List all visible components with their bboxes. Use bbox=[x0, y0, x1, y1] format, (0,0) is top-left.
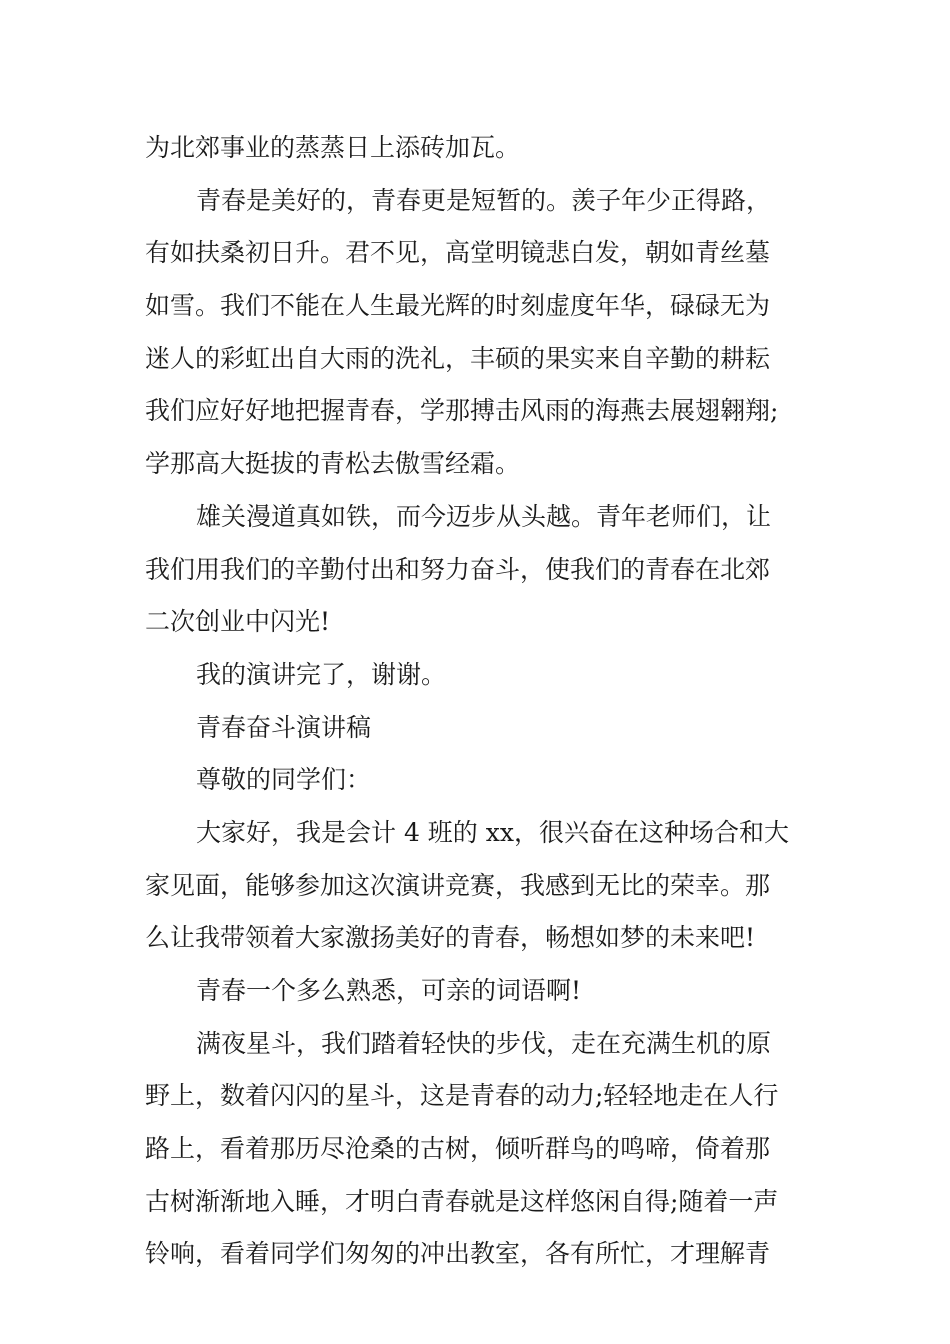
text-line: 我们用我们的辛勤付出和努力奋斗，使我们的青春在北郊 bbox=[145, 554, 771, 584]
text-line: 野上，数着闪闪的星斗，这是青春的动力;轻轻地走在人行 bbox=[145, 1081, 779, 1111]
text-line: 雄关漫道真如铁，而今迈步从头越。青年老师们，让 bbox=[196, 501, 772, 531]
text-line: 铃响，看着同学们匆匆的冲出教室，各有所忙，才理解青 bbox=[145, 1239, 771, 1269]
text-line: 大家好，我是会计 4 班的 xx，很兴奋在这种场合和大 bbox=[196, 817, 789, 847]
text-line: 青春一个多么熟悉，可亲的词语啊! bbox=[196, 976, 582, 1005]
text-line: 迷人的彩虹出自大雨的洗礼，丰硕的果实来自辛勤的耕耘 bbox=[145, 343, 771, 373]
text-line: 为北郊事业的蒸蒸日上添砖加瓦。 bbox=[145, 133, 521, 162]
text-line: 我们应好好地把握青春，学那搏击风雨的海燕去展翅翱翔; bbox=[145, 396, 779, 426]
text-line: 路上，看着那历尽沧桑的古树，倾听群鸟的鸣啼，倚着那 bbox=[145, 1134, 771, 1164]
text-line: 有如扶桑初日升。君不见，高堂明镜悲白发，朝如青丝墓 bbox=[145, 238, 771, 268]
salutation: 尊敬的同学们： bbox=[196, 765, 372, 795]
text-line: 么让我带领着大家激扬美好的青春，畅想如梦的未来吧! bbox=[145, 923, 756, 953]
text-line: 学那高大挺拔的青松去傲雪经霜。 bbox=[145, 449, 521, 479]
text-line: 如雪。我们不能在人生最光辉的时刻虚度年华，碌碌无为 bbox=[145, 291, 771, 321]
text-line: 青春是美好的，青春更是短暂的。羡子年少正得路， bbox=[196, 185, 772, 215]
text-line: 古树渐渐地入睡，才明白青春就是这样悠闲自得;随着一声 bbox=[145, 1186, 779, 1216]
text-line: 家见面，能够参加这次演讲竞赛，我感到无比的荣幸。那 bbox=[145, 870, 771, 900]
text-line: 满夜星斗，我们踏着轻快的步伐，走在充满生机的原 bbox=[196, 1028, 772, 1058]
section-title: 青春奋斗演讲稿 bbox=[196, 712, 372, 742]
text-line: 我的演讲完了，谢谢。 bbox=[196, 659, 447, 689]
text-line: 二次创业中闪光! bbox=[145, 607, 331, 637]
document-body bbox=[145, 122, 815, 1281]
